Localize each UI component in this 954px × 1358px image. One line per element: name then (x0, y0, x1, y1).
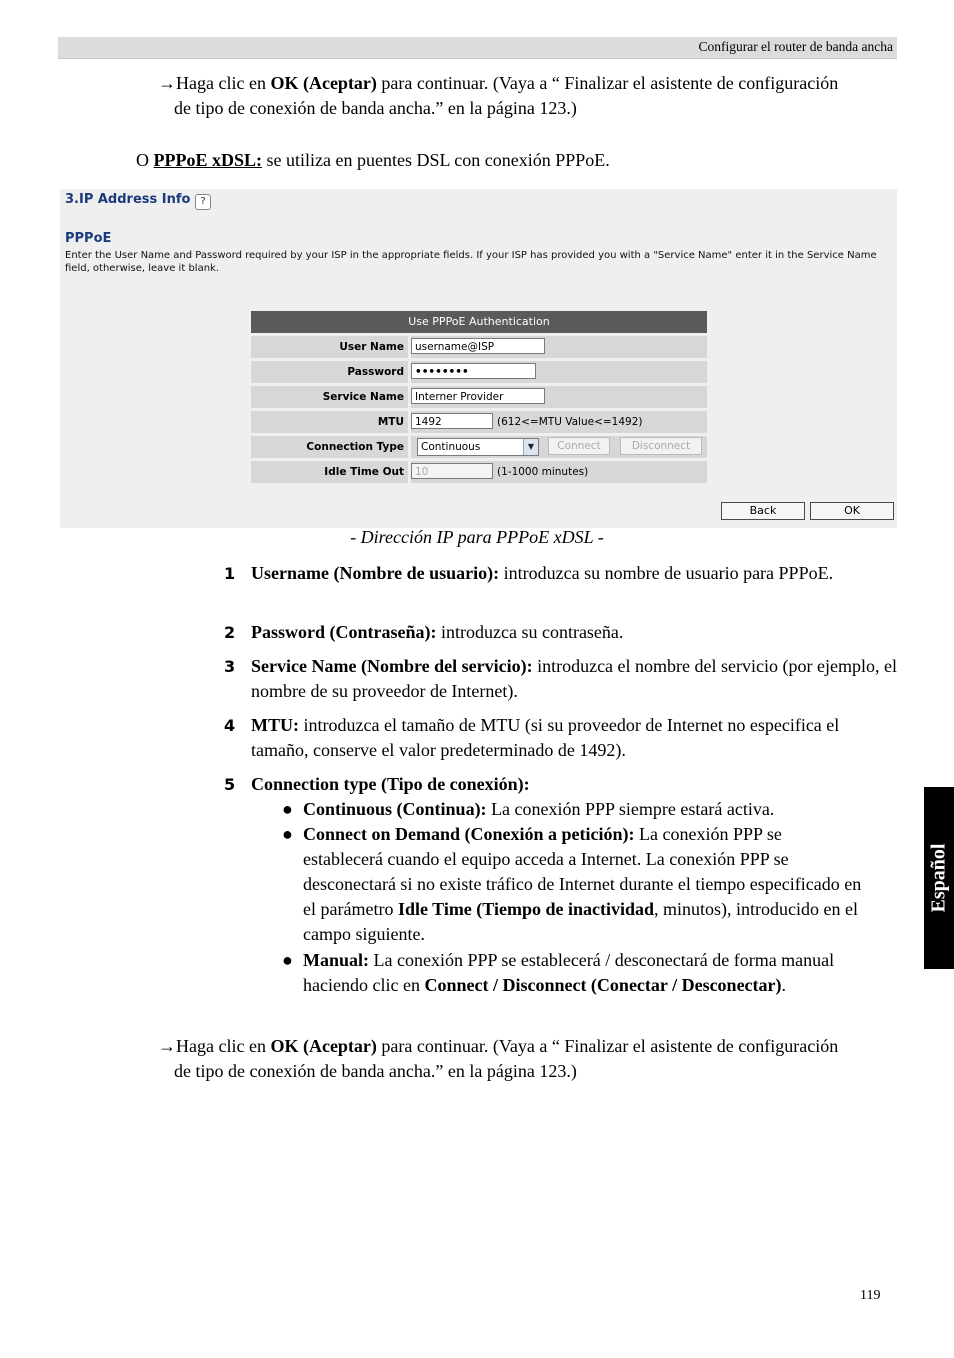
chevron-down-icon: ▼ (523, 439, 538, 455)
idle-time-label: Idle Time Out (251, 461, 408, 483)
mode-description: Enter the User Name and Password required by your ISP in the appropriate fields. If your ISP has provided you with a "Service Name" enter it in the Service Name field, otherwise, leave it blank. (65, 250, 877, 274)
bullet-item: ● Manual: La conexión PPP se establecerá / desconectará de forma manual haciendo clic en Connect / Disconnect (Conectar / Desconectar). (282, 950, 835, 995)
user-name-row (251, 336, 707, 358)
page-number: 119 (860, 1288, 881, 1303)
mtu-input[interactable]: 1492 (411, 413, 493, 429)
bullet-icon: ● (282, 824, 293, 844)
idle-time-input[interactable]: 10 (411, 463, 493, 479)
figure-caption: - Dirección IP para PPPoE xDSL - (350, 527, 604, 547)
page-header (58, 37, 897, 59)
idle-time-hint: (1-1000 minutes) (497, 466, 589, 478)
option-label: PPPoE xDSL: (153, 150, 263, 170)
password-row (251, 361, 707, 383)
section-title: 3.IP Address Info (65, 192, 191, 207)
idle-time-row (251, 461, 707, 483)
bullet-item: ● Continuous (Continua): La conexión PPP siempre estará activa. (282, 797, 882, 822)
mtu-row (251, 411, 707, 433)
connection-type-label: Connection Type (251, 436, 408, 458)
list-item: 5 Connection type (Tipo de conexión): (224, 774, 530, 794)
intro-paragraph: →Haga clic en OK (Aceptar) para continuar. (Vaya a “ Finalizar el asistente de configuración de tipo de conexión de banda ancha.” en la página 123.) (158, 73, 839, 118)
radio-marker-icon: O (136, 150, 149, 170)
bullet-item: ● Connect on Demand (Conexión a petición): La conexión PPP se establecerá cuando el equipo acceda a Internet. La conexión PPP se desconectará si no existe tráfico de Internet durante el tiempo especificado en el parámetro Idle Time (Tiempo de inactividad, minutos), introducido en el campo siguiente. (282, 824, 862, 944)
back-button[interactable]: Back (721, 502, 805, 520)
arrow-icon: → (158, 73, 176, 93)
disconnect-button[interactable]: Disconnect (620, 437, 702, 455)
mtu-label: MTU (251, 411, 408, 433)
router-config-screenshot (60, 189, 897, 528)
language-tab: Español (924, 787, 954, 969)
user-name-label: User Name (251, 336, 408, 358)
bullet-icon: ● (282, 950, 293, 970)
help-icon[interactable]: ? (195, 194, 211, 210)
mode-title: PPPoE (65, 231, 112, 246)
connection-type-select[interactable]: Continuous ▼ (417, 438, 539, 456)
service-name-label: Service Name (251, 386, 408, 408)
ok-button[interactable]: OK (810, 502, 894, 520)
mtu-hint: (612<=MTU Value<=1492) (497, 416, 643, 428)
arrow-icon: → (158, 1036, 176, 1056)
password-label: Password (251, 361, 408, 383)
pppoe-form (251, 311, 707, 486)
option-paragraph: O PPPoE xDSL: se utiliza en puentes DSL con conexión PPPoE. (136, 150, 610, 170)
list-item: 4 MTU: introduzca el tamaño de MTU (si su proveedor de Internet no especifica el tamaño, conserve el valor predeterminado de 1492). (224, 715, 840, 760)
connection-type-row (251, 436, 707, 458)
header-title: Configurar el router de banda ancha (698, 39, 893, 54)
password-input[interactable]: •••••••• (411, 363, 536, 379)
outro-paragraph: →Haga clic en OK (Aceptar) para continuar. (Vaya a “ Finalizar el asistente de configuración de tipo de conexión de banda ancha.” en la página 123.) (158, 1036, 839, 1081)
bullet-icon: ● (282, 799, 293, 819)
service-name-row (251, 386, 707, 408)
service-name-input[interactable]: Interner Provider (411, 388, 545, 404)
connect-button[interactable]: Connect (548, 437, 610, 455)
list-item: 1 Username (Nombre de usuario): introduzca su nombre de usuario para PPPoE. (224, 563, 834, 583)
form-header: Use PPPoE Authentication (251, 311, 707, 333)
list-item: 2 Password (Contraseña): introduzca su contraseña. (224, 622, 624, 642)
user-name-input[interactable]: username@ISP (411, 338, 545, 354)
list-item: 3 Service Name (Nombre del servicio): introduzca el nombre del servicio (por ejemplo, el nombre de su proveedor de Internet). (224, 656, 897, 701)
